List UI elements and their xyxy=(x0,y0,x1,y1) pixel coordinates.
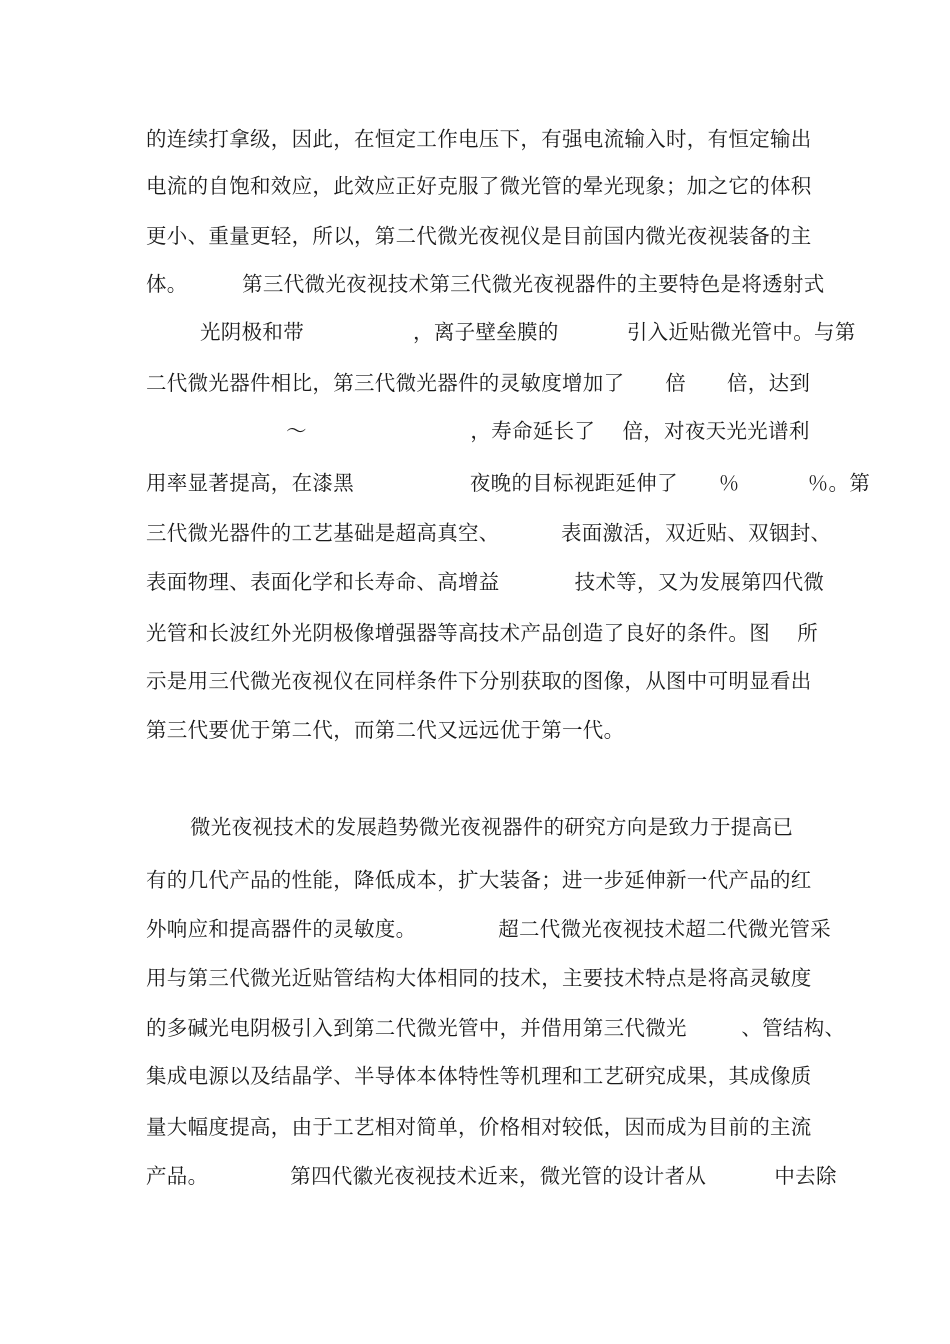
text-line: ～ ，寿命延长了 倍，对夜天光光谱利 xyxy=(286,419,810,443)
text-line: 二代微光器件相比，第三代微光器件的灵敏度增加了 倍 倍，达到 xyxy=(146,371,811,395)
text-line: 光管和长波红外光阴极像增强器等高技术产品创造了良好的条件。图 所 xyxy=(146,621,819,645)
text-line: 用与第三代微光近贴管结构大体相同的技术，主要技术特点是将高灵敏度 xyxy=(146,966,812,990)
text-line: 用率显著提高，在漆黑 夜晚的目标视距延伸了 ％ ％。第 xyxy=(146,471,871,495)
text-line: 示是用三代微光夜视仪在同样条件下分别获取的图像，从图中可明显看出 xyxy=(146,669,812,693)
text-line: 第三代要优于第二代，而第二代又远远优于第一代。 xyxy=(146,718,625,742)
text-line: 外响应和提高器件的灵敏度。 超二代微光夜视技术超二代微光管采 xyxy=(146,917,831,941)
text-line: 体。 第三代微光夜视技术第三代微光夜视器件的主要特色是将透射式 xyxy=(146,272,825,296)
text-line: 有的几代产品的性能，降低成本，扩大装备；进一步延伸新一代产品的红 xyxy=(146,868,812,892)
text-line: 光阴极和带 ，离子壁垒膜的 引入近贴微光管中。与第 xyxy=(200,320,856,344)
text-line: 的连续打拿级，因此，在恒定工作电压下，有强电流输入时，有恒定输出 xyxy=(146,127,812,151)
text-line: 表面物理、表面化学和长寿命、高增益 技术等，又为发展第四代微 xyxy=(146,570,825,594)
text-line: 更小、重量更轻，所以，第二代微光夜视仪是目前国内微光夜视装备的主 xyxy=(146,224,812,248)
text-line: 电流的自饱和效应，此效应正好克服了微光管的晕光现象；加之它的体积 xyxy=(146,174,812,198)
text-line: 的多碱光电阴极引入到第二代微光管中，并借用第三代微光 、管结构、 xyxy=(146,1016,846,1040)
text-line: 三代微光器件的工艺基础是超高真空、 表面激活，双近贴、双铟封、 xyxy=(146,521,832,545)
text-line: 微光夜视技术的发展趋势微光夜视器件的研究方向是致力于提高已 xyxy=(190,815,794,839)
text-line: 量大幅度提高，由于工艺相对简单，价格相对较低，因而成为目前的主流 xyxy=(146,1115,812,1139)
text-line: 产品。 第四代徽光夜视技术近来，微光管的设计者从 中去除 xyxy=(146,1164,837,1188)
text-line: 集成电源以及结晶学、半导体本体特性等机理和工艺研究成果，其成像质 xyxy=(146,1064,812,1088)
